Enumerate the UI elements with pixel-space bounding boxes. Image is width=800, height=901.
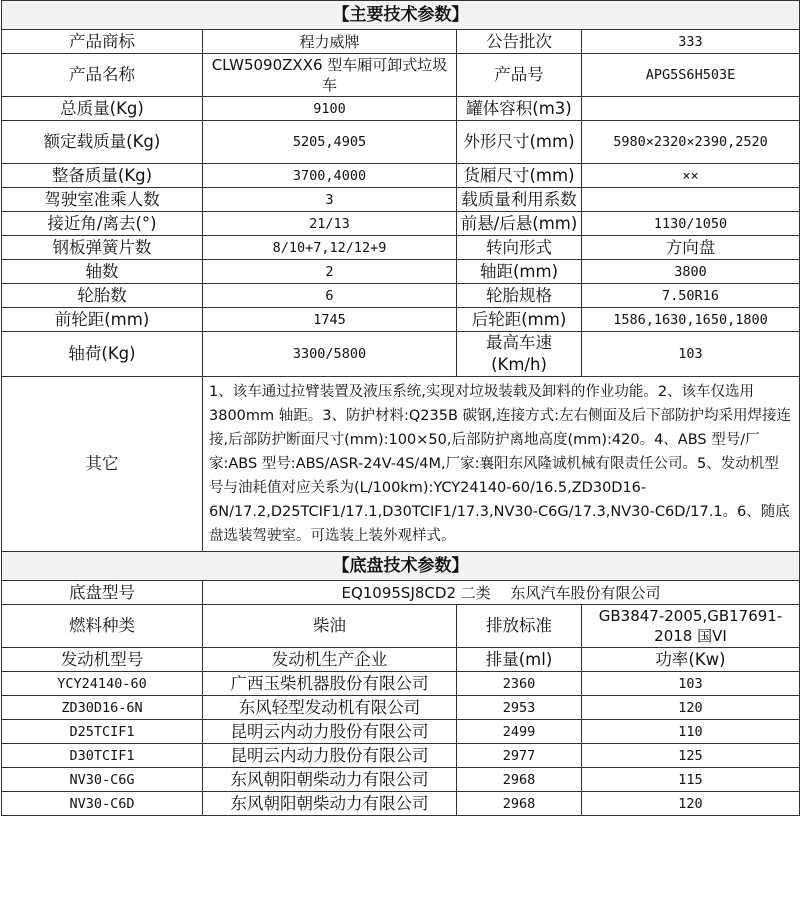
engine-header: 排量(ml) (457, 648, 582, 672)
engine-row (2, 720, 800, 744)
spec-row (2, 188, 800, 212)
engine-displacement: 2953 (457, 696, 582, 720)
spec-value: 9100 (203, 97, 457, 121)
fuel-label: 燃料种类 (2, 605, 203, 648)
engine-model: YCY24140-60 (2, 672, 203, 696)
engine-row (2, 768, 800, 792)
engine-row (2, 696, 800, 720)
engine-power: 125 (582, 744, 800, 768)
engine-maker: 东风轻型发动机有限公司 (203, 696, 457, 720)
spec-label: 公告批次 (457, 30, 582, 54)
engine-model: D30TCIF1 (2, 744, 203, 768)
spec-label: 后轮距(mm) (457, 308, 582, 332)
spec-row (2, 121, 800, 164)
engine-maker: 广西玉柴机器股份有限公司 (203, 672, 457, 696)
fuel-value: 柴油 (203, 605, 457, 648)
engine-row (2, 744, 800, 768)
engine-power: 120 (582, 792, 800, 816)
spec-label: 载质量利用系数 (457, 188, 582, 212)
engine-header: 功率(Kw) (582, 648, 800, 672)
spec-row (2, 284, 800, 308)
engine-model: NV30-C6D (2, 792, 203, 816)
spec-row (2, 332, 800, 377)
spec-row (2, 236, 800, 260)
spec-label: 驾驶室准乘人数 (2, 188, 203, 212)
spec-value: 7.50R16 (582, 284, 800, 308)
spec-value: ×× (582, 164, 800, 188)
other-text: 1、该车通过拉臂装置及液压系统,实现对垃圾装载及卸料的作业功能。2、该车仅选用 3800mm 轴距。3、防护材料:Q235B 碳钢,连接方式:左右侧面及后下部防护均采用焊接连接,后部防护断面尺寸(mm):100×50,后部防护离地高度(mm):420。4、ABS 型号/厂家:ABS 型号:ABS/ASR-24V-4S/4M,厂家:襄阳东风隆诚机械有限责任公司。5、发动机型号与油耗值对应关系为(L/100km):YCY24140-60/16.5,ZD30D16-6N/17.2,D25TCIF1/17.1,D30TCIF1/17.3,NV30-C6G/17.3,NV30-C6D/17.1。6、随底盘选装驾驶室。可选装上装外观样式。 (203, 377, 800, 552)
spec-label: 整备质量(Kg) (2, 164, 203, 188)
spec-label: 罐体容积(m3) (457, 97, 582, 121)
spec-value: 3700,4000 (203, 164, 457, 188)
spec-table (1, 0, 800, 816)
engine-displacement: 2977 (457, 744, 582, 768)
spec-value (582, 97, 800, 121)
fuel-row (2, 605, 800, 648)
spec-label: 总质量(Kg) (2, 97, 203, 121)
engine-power: 103 (582, 672, 800, 696)
spec-label: 最高车速(Km/h) (457, 332, 582, 377)
chassis-model-label: 底盘型号 (2, 581, 203, 605)
spec-value: 3300/5800 (203, 332, 457, 377)
chassis-section-header (2, 552, 800, 581)
spec-label: 轴数 (2, 260, 203, 284)
spec-value: CLW5090ZXX6 型车厢可卸式垃圾车 (203, 54, 457, 97)
spec-label: 额定载质量(Kg) (2, 121, 203, 164)
engine-maker: 东风朝阳朝柴动力有限公司 (203, 792, 457, 816)
spec-value: 5205,4905 (203, 121, 457, 164)
spec-row (2, 212, 800, 236)
spec-value: 2 (203, 260, 457, 284)
emission-label: 排放标准 (457, 605, 582, 648)
engine-displacement: 2499 (457, 720, 582, 744)
spec-value: 方向盘 (582, 236, 800, 260)
engine-displacement: 2360 (457, 672, 582, 696)
spec-value: 333 (582, 30, 800, 54)
engine-maker: 东风朝阳朝柴动力有限公司 (203, 768, 457, 792)
engine-model: D25TCIF1 (2, 720, 203, 744)
spec-value: 3 (203, 188, 457, 212)
spec-value: APG5S6H503E (582, 54, 800, 97)
spec-row (2, 260, 800, 284)
spec-label: 产品商标 (2, 30, 203, 54)
spec-row (2, 54, 800, 97)
spec-label: 钢板弹簧片数 (2, 236, 203, 260)
spec-label: 轮胎数 (2, 284, 203, 308)
spec-value: 21/13 (203, 212, 457, 236)
spec-value: 1745 (203, 308, 457, 332)
spec-value (582, 188, 800, 212)
engine-model: ZD30D16-6N (2, 696, 203, 720)
spec-value: 103 (582, 332, 800, 377)
spec-label: 外形尺寸(mm) (457, 121, 582, 164)
engine-header-row (2, 648, 800, 672)
spec-label: 前悬/后悬(mm) (457, 212, 582, 236)
engine-model: NV30-C6G (2, 768, 203, 792)
other-label: 其它 (2, 377, 203, 552)
spec-label: 产品号 (457, 54, 582, 97)
spec-value: 8/10+7,12/12+9 (203, 236, 457, 260)
spec-row (2, 97, 800, 121)
emission-value: GB3847-2005,GB17691-2018 国VI (582, 605, 800, 648)
spec-label: 货厢尺寸(mm) (457, 164, 582, 188)
spec-label: 前轮距(mm) (2, 308, 203, 332)
engine-maker: 昆明云内动力股份有限公司 (203, 744, 457, 768)
other-row (2, 377, 800, 552)
spec-label: 转向形式 (457, 236, 582, 260)
engine-maker: 昆明云内动力股份有限公司 (203, 720, 457, 744)
spec-value: 1130/1050 (582, 212, 800, 236)
spec-label: 轴距(mm) (457, 260, 582, 284)
engine-displacement: 2968 (457, 792, 582, 816)
spec-value: 3800 (582, 260, 800, 284)
chassis-section-title: 【底盘技术参数】 (2, 552, 800, 581)
spec-label: 轴荷(Kg) (2, 332, 203, 377)
spec-value: 6 (203, 284, 457, 308)
spec-row (2, 30, 800, 54)
spec-value: 1586,1630,1650,1800 (582, 308, 800, 332)
engine-power: 115 (582, 768, 800, 792)
main-section-title: 【主要技术参数】 (2, 1, 800, 30)
main-section-header (2, 1, 800, 30)
chassis-model-row (2, 581, 800, 605)
engine-power: 120 (582, 696, 800, 720)
spec-label: 产品名称 (2, 54, 203, 97)
engine-row (2, 672, 800, 696)
spec-value: 5980×2320×2390,2520 (582, 121, 800, 164)
engine-header: 发动机型号 (2, 648, 203, 672)
spec-label: 轮胎规格 (457, 284, 582, 308)
engine-displacement: 2968 (457, 768, 582, 792)
spec-row (2, 164, 800, 188)
engine-power: 110 (582, 720, 800, 744)
spec-row (2, 308, 800, 332)
spec-label: 接近角/离去(°) (2, 212, 203, 236)
chassis-model-value: EQ1095SJ8CD2 二类 东风汽车股份有限公司 (203, 581, 800, 605)
spec-value: 程力威牌 (203, 30, 457, 54)
engine-header: 发动机生产企业 (203, 648, 457, 672)
engine-row (2, 792, 800, 816)
spec-sheet (1, 0, 799, 816)
